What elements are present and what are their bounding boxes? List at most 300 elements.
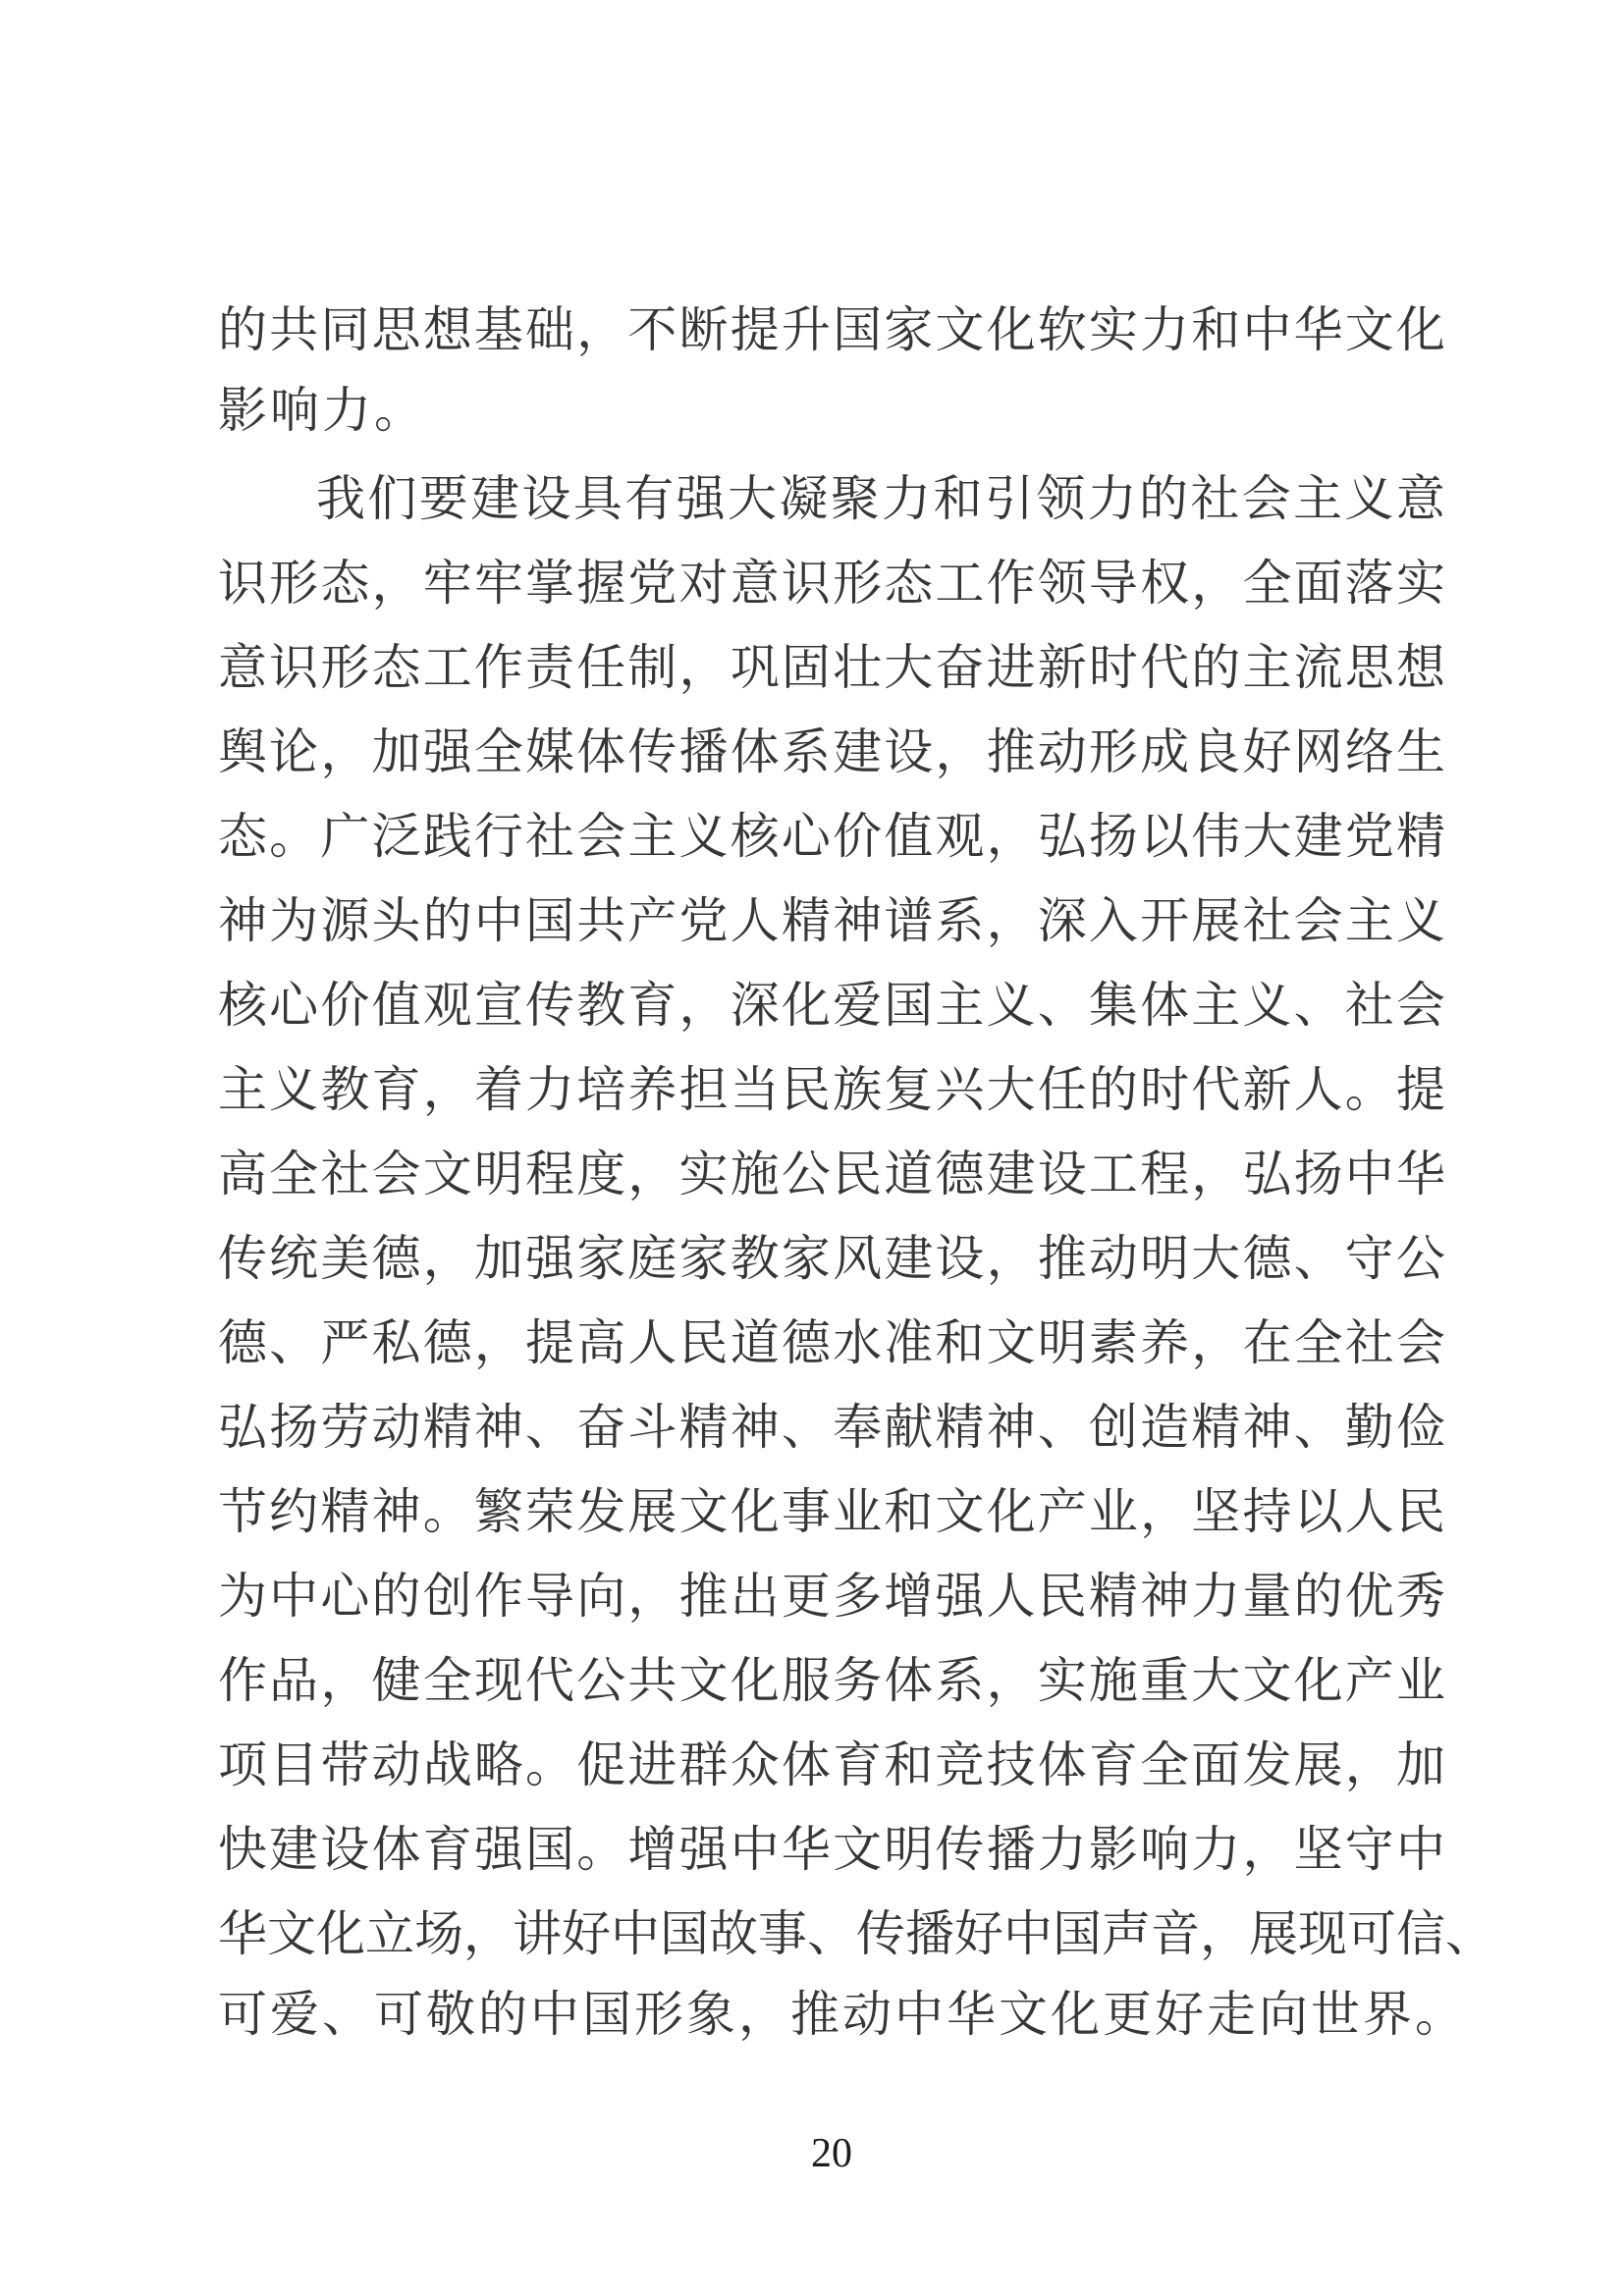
glyph: 建 [986,1147,1036,1201]
page-number: 20 [811,2131,852,2176]
glyph: 面 [1191,1737,1241,1792]
glyph: 育 [1088,1737,1138,1792]
glyph: 人 [627,1315,677,1370]
glyph: 精 [781,893,831,948]
glyph: 弘 [1242,1147,1292,1201]
glyph: 识 [781,556,831,611]
glyph: 心 [320,1569,370,1624]
glyph: 体 [730,724,780,779]
glyph: 主 [218,1062,267,1117]
glyph: 故 [709,1906,758,1961]
glyph: 竞 [935,1737,985,1792]
glyph: 核 [730,809,780,864]
glyph: 入 [1088,893,1138,948]
glyph: 设 [1037,1147,1087,1201]
glyph: 党 [678,893,729,948]
glyph: 掌 [525,556,575,611]
glyph: 进 [986,640,1036,695]
glyph: 软 [1037,302,1087,357]
glyph: 源 [320,893,370,948]
glyph: 技 [986,1737,1036,1792]
glyph: 量 [1242,1569,1292,1624]
glyph: 强 [422,724,472,779]
glyph: 加 [473,1231,523,1286]
glyph: 多 [833,1569,883,1624]
glyph: 文 [678,1653,729,1708]
glyph: 要 [418,471,468,526]
glyph: 文 [1344,302,1394,357]
glyph: 奋 [935,640,985,695]
glyph: 勤 [1344,1400,1394,1455]
glyph: 义 [1344,471,1394,526]
glyph: 具 [572,471,623,526]
glyph: 意 [730,556,780,611]
text-line [218,1128,1445,1212]
glyph: 系 [781,724,831,779]
glyph: 化 [316,1906,365,1961]
glyph: 想 [1395,640,1445,695]
glyph: 体 [1140,978,1190,1033]
glyph: 育 [627,978,677,1033]
glyph: 造 [1140,1400,1190,1455]
glyph: 、 [1293,1231,1343,1286]
glyph: 国 [1053,1906,1102,1961]
glyph: 文 [422,1147,472,1201]
glyph: 强 [676,471,726,526]
glyph: 养 [627,1062,677,1117]
glyph: 可 [1347,1906,1396,1961]
glyph: 全 [473,724,523,779]
glyph: 会 [1395,1315,1445,1370]
glyph: 共 [269,302,319,357]
glyph: 会 [576,809,626,864]
glyph: ， [1191,1315,1241,1370]
glyph: 程 [1140,1147,1190,1201]
glyph: 。 [576,1822,626,1877]
glyph: 建 [470,471,520,526]
glyph: 强 [525,1231,575,1286]
glyph: 成 [1140,724,1190,779]
glyph: 德 [1242,1231,1292,1286]
glyph: 庭 [627,1231,677,1286]
glyph: ， [422,1231,472,1286]
glyph: 作 [986,556,1036,611]
glyph: 工 [935,556,985,611]
glyph: 价 [833,809,883,864]
glyph: 德 [781,1315,831,1370]
glyph: ， [627,1569,677,1624]
glyph: 精 [1191,1400,1241,1455]
glyph: 基 [473,302,523,357]
glyph: 民 [833,1147,883,1201]
glyph: ， [1344,1737,1394,1792]
glyph: 领 [1036,471,1086,526]
glyph: 、 [1037,978,1087,1033]
glyph: 优 [1344,1569,1394,1624]
glyph: 业 [833,1484,883,1539]
glyph: ， [1242,1822,1292,1877]
glyph: ， [463,1906,513,1961]
glyph: 价 [320,978,370,1033]
glyph: 文 [678,1484,729,1539]
glyph: 增 [627,1822,677,1877]
glyph: ， [627,1147,677,1201]
glyph: 节 [218,1484,267,1539]
glyph: 播 [986,1822,1036,1877]
glyph: 会 [1241,471,1291,526]
glyph: 大 [728,471,777,526]
glyph: 讲 [513,1906,562,1961]
text-line [218,284,1445,368]
glyph: 全 [422,1653,472,1708]
glyph: 核 [218,978,267,1033]
glyph: 主 [1344,893,1394,948]
glyph: 传 [218,1231,267,1286]
glyph: 意 [218,640,267,695]
glyph: 态 [884,556,934,611]
glyph: 谱 [884,893,934,948]
glyph: 精 [1395,809,1445,864]
glyph: 党 [627,556,677,611]
glyph: 加 [371,724,421,779]
glyph: 产 [1037,1484,1087,1539]
glyph: 的 [1139,471,1188,526]
glyph: ， [320,724,370,779]
glyph: ， [986,809,1036,864]
glyph: 开 [1140,893,1190,948]
glyph: 础 [525,302,575,357]
glyph: 快 [218,1822,267,1877]
glyph: 化 [1395,302,1445,357]
glyph: 、 [781,1400,831,1455]
glyph: 统 [269,1231,319,1286]
glyph: 华 [1395,1147,1445,1201]
glyph: 力 [1191,1822,1241,1877]
glyph: 系 [935,893,985,948]
glyph: 家 [576,1231,626,1286]
glyph: 明 [1037,1315,1087,1370]
glyph: 实 [1395,556,1445,611]
glyph: 设 [884,724,934,779]
glyph: 形 [1088,724,1138,779]
glyph: 事 [758,1906,807,1961]
text-line [218,959,1445,1043]
glyph: 全 [269,1147,319,1201]
glyph: 公 [576,1653,626,1708]
glyph: 文 [833,1822,883,1877]
glyph: 共 [627,1653,677,1708]
glyph: 、 [807,1906,856,1961]
glyph: 、 [1037,1400,1087,1455]
glyph: 发 [1242,1737,1292,1792]
text-line: 可爱、可敬的中国形象，推动中华文化更好走向世界。 [218,1987,1467,2042]
glyph: 美 [320,1231,370,1286]
glyph: ， [320,1653,370,1708]
glyph: 影 [1088,1822,1138,1877]
glyph: 约 [269,1484,319,1539]
glyph: 国 [525,893,575,948]
glyph: 高 [218,1147,267,1201]
glyph: 化 [730,1653,780,1708]
glyph: 华 [1293,302,1343,357]
glyph: 力 [525,1062,575,1117]
glyph: 族 [833,1062,883,1117]
glyph: 实 [1037,1653,1087,1708]
glyph: 中 [1242,302,1292,357]
glyph: 信 [1396,1906,1445,1961]
glyph: 产 [1344,1653,1394,1708]
glyph: 。 [422,1484,472,1539]
glyph: 。 [525,1737,575,1792]
glyph: 。 [269,809,319,864]
glyph: 系 [935,1653,985,1708]
glyph: 力 [1191,1569,1241,1624]
glyph: 文 [267,1906,316,1961]
glyph: 群 [678,1737,729,1792]
glyph: 领 [1037,556,1087,611]
glyph: 坚 [1191,1484,1241,1539]
glyph: 献 [884,1400,934,1455]
glyph: 展 [1249,1906,1298,1961]
glyph: 水 [833,1315,883,1370]
glyph: 态 [218,809,267,864]
glyph: 国 [833,302,883,357]
glyph: 深 [1037,893,1087,948]
glyph: 荣 [525,1484,575,1539]
glyph: 建 [269,1822,319,1877]
glyph: 会 [1395,978,1445,1033]
text-line [218,875,1445,959]
glyph: 设 [521,471,571,526]
glyph: 心 [781,809,831,864]
glyph: ， [371,556,421,611]
glyph: 声 [1102,1906,1151,1961]
glyph: 劳 [320,1400,370,1455]
glyph: 、 [269,1315,319,1370]
text-line [218,1888,1494,1972]
glyph: 思 [1344,640,1394,695]
glyph: 神 [473,1400,523,1455]
glyph: 公 [1395,1231,1445,1286]
glyph: 社 [1190,471,1240,526]
glyph: 良 [1191,724,1241,779]
glyph: 实 [1088,302,1138,357]
glyph: 展 [627,1484,677,1539]
glyph: 好 [1242,724,1292,779]
glyph: 教 [320,1062,370,1117]
glyph: 形 [269,556,319,611]
glyph: 教 [730,1231,780,1286]
glyph: 展 [1293,1737,1343,1792]
glyph: 我 [316,471,365,526]
glyph: 发 [576,1484,626,1539]
glyph: 素 [1088,1315,1138,1370]
glyph: 制 [627,640,677,695]
glyph: 作 [473,1569,523,1624]
glyph: 坚 [1293,1822,1343,1877]
glyph: 繁 [473,1484,523,1539]
glyph: 的 [218,302,267,357]
glyph: 民 [1037,1569,1087,1624]
glyph: 产 [627,893,677,948]
glyph: 义 [986,978,1036,1033]
glyph: 人 [1293,1062,1343,1117]
glyph: ， [576,302,626,357]
glyph: 复 [884,1062,934,1117]
glyph: 行 [473,809,523,864]
glyph: 响 [1140,1822,1190,1877]
glyph: 传 [935,1822,985,1877]
glyph: 育 [371,1062,421,1117]
glyph: 播 [905,1906,954,1961]
glyph: 略 [473,1737,523,1792]
glyph: 现 [1298,1906,1347,1961]
glyph: 人 [986,1569,1036,1624]
glyph: 现 [473,1653,523,1708]
glyph: 全 [1242,556,1292,611]
glyph: 固 [781,640,831,695]
glyph: 中 [730,1822,780,1877]
glyph: 牢 [473,556,523,611]
glyph: 识 [218,556,267,611]
glyph: 中 [473,893,523,948]
glyph: 中 [1344,1147,1394,1201]
glyph: 神 [218,893,267,948]
glyph: 深 [730,978,780,1033]
glyph: 络 [1344,724,1394,779]
glyph: ， [1140,1484,1190,1539]
glyph: 共 [576,893,626,948]
glyph: 义 [269,1062,319,1117]
glyph: 重 [1140,1653,1190,1708]
glyph: 全 [1293,1315,1343,1370]
glyph: 集 [1088,978,1138,1033]
glyph: 社 [1344,978,1394,1033]
glyph: 教 [576,978,626,1033]
glyph: 中 [611,1906,660,1961]
glyph: 态 [371,640,421,695]
glyph: 社 [1344,1315,1394,1370]
glyph: 德 [935,1147,985,1201]
glyph: 媒 [525,724,575,779]
glyph: 化 [986,1484,1036,1539]
glyph: 流 [1293,640,1343,695]
glyph: 提 [1395,1062,1445,1117]
glyph: 明 [1140,1231,1190,1286]
glyph: 民 [781,1062,831,1117]
glyph: 党 [1344,809,1394,864]
glyph: ， [986,1231,1036,1286]
glyph: 、 [1293,978,1343,1033]
glyph: 国 [884,978,934,1033]
text-line [218,621,1445,706]
glyph: 秀 [1395,1569,1445,1624]
text-line [218,1212,1445,1297]
glyph: 度 [576,1147,626,1201]
glyph: 神 [730,1400,780,1455]
glyph: 伟 [1191,809,1241,864]
glyph: 增 [884,1569,934,1624]
glyph: 义 [1242,978,1292,1033]
glyph: 作 [473,640,523,695]
glyph: 奉 [833,1400,883,1455]
glyph: 论 [269,724,319,779]
glyph: 想 [422,302,472,357]
glyph: 展 [1191,893,1241,948]
glyph: 的 [1191,640,1241,695]
text-line [218,1634,1445,1719]
text-line [218,1381,1445,1466]
glyph: 导 [1088,556,1138,611]
glyph: 推 [678,1569,729,1624]
glyph: 神 [986,1400,1036,1455]
glyph: 责 [525,640,575,695]
glyph: 牢 [422,556,472,611]
glyph: 健 [371,1653,421,1708]
glyph: 奋 [576,1400,626,1455]
glyph: 推 [986,724,1036,779]
glyph: 宣 [473,978,523,1033]
glyph: 中 [1003,1906,1053,1961]
text-line [218,1043,1445,1128]
glyph: 和 [933,471,983,526]
glyph: 守 [1344,1231,1394,1286]
glyph: 舆 [218,724,267,779]
text-line [218,1803,1445,1888]
glyph: 形 [833,556,883,611]
glyph: 体 [884,1653,934,1708]
glyph: 创 [1088,1400,1138,1455]
glyph: 民 [1395,1484,1445,1539]
glyph: 精 [935,1400,985,1455]
glyph: 守 [1344,1822,1394,1877]
glyph: 程 [525,1147,575,1201]
glyph: 和 [935,1315,985,1370]
glyph: ， [1191,556,1241,611]
glyph: 设 [320,1822,370,1877]
glyph: 主 [935,978,985,1033]
glyph: 意 [1395,471,1445,526]
glyph: 化 [781,978,831,1033]
glyph: ， [422,1062,472,1117]
glyph: 家 [781,1231,831,1286]
glyph: 场 [414,1906,463,1961]
glyph: 精 [422,1400,472,1455]
glyph: 准 [884,1315,934,1370]
glyph: 精 [320,1484,370,1539]
glyph: 凝 [779,471,829,526]
glyph: 不 [627,302,677,357]
glyph: 识 [269,640,319,695]
glyph: 建 [1293,809,1343,864]
glyph: 斗 [627,1400,677,1455]
glyph: 在 [1242,1315,1292,1370]
glyph: 品 [269,1653,319,1708]
glyph: 神 [833,893,883,948]
glyph: 出 [730,1569,780,1624]
text-line [218,1719,1445,1803]
glyph: 以 [1293,1484,1343,1539]
glyph: 聚 [830,471,880,526]
glyph: ， [678,978,729,1033]
glyph: 以 [1140,809,1190,864]
glyph: 强 [935,1569,985,1624]
glyph: 文 [935,1484,985,1539]
glyph: 大 [884,640,934,695]
glyph: 网 [1293,724,1343,779]
glyph: 战 [422,1737,472,1792]
glyph: 人 [1344,1484,1394,1539]
